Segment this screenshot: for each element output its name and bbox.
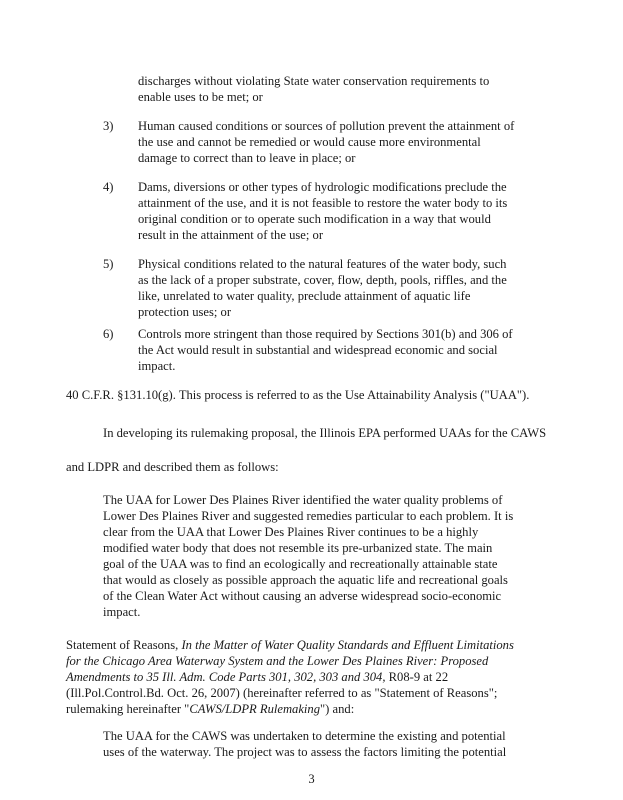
block-quote-line: uses of the waterway. The project was to assess the factors limiting the potential (103, 745, 507, 759)
list-item-line: the Act would result in substantial and widespread economic and social (138, 343, 498, 357)
docket-ref: R08-9 at 22 (385, 670, 449, 684)
list-item-line: attainment of the use, and it is not feasible to restore the water body to its (138, 196, 508, 210)
case-title: Amendments to 35 Ill. Adm. Code Parts 301, 302, 303 and 304, (66, 670, 386, 684)
block-quote-line: modified water body that does not resemble its pre-urbanized state. The main (103, 541, 493, 555)
list-item-line: result in the attainment of the use; or (138, 228, 324, 242)
case-title: In the Matter of Water Quality Standards and Effluent Limitations (181, 638, 514, 652)
list-item-line: Physical conditions related to the natural features of the water body, such (138, 257, 507, 271)
block-quote-line: Lower Des Plaines River and suggested remedies particular to each problem. It is (103, 509, 514, 523)
list-item-line: Dams, diversions or other types of hydrologic modifications preclude the (138, 180, 507, 194)
list-item-line: Human caused conditions or sources of pollution prevent the attainment of (138, 119, 515, 133)
block-quote-line: The UAA for the CAWS was undertaken to determine the existing and potential (103, 729, 506, 743)
list-item-line: Controls more stringent than those required by Sections 301(b) and 306 of (138, 327, 513, 341)
block-quote-line: of the Clean Water Act without causing an adverse widespread socio-economic (103, 589, 502, 603)
continuation-line-1: discharges without violating State water conservation requirements to (138, 74, 490, 88)
list-item-number: 6) (103, 327, 114, 341)
statement-citation-line (66, 701, 354, 717)
rulemaking-label: rulemaking hereinafter " (66, 702, 190, 716)
statement-citation-line (66, 637, 514, 653)
block-quote-line: that would as closely as possible approach the aquatic life and recreational goals (103, 573, 508, 587)
list-item-line: original condition or to operate such modification in a way that would (138, 212, 491, 226)
continuation-line-2: enable uses to be met; or (138, 90, 263, 104)
list-item-line: damage to correct than to leave in place; or (138, 151, 356, 165)
statement-citation-line (66, 669, 448, 685)
list-item-line: impact. (138, 359, 176, 373)
page-number: 3 (308, 772, 315, 786)
rulemaking-short-title: CAWS/LDPR Rulemaking (189, 702, 321, 716)
list-item-line: protection uses; or (138, 305, 232, 319)
statement-citation-line: (Ill.Pol.Control.Bd. Oct. 26, 2007) (hereinafter referred to as "Statement of Reasons"; (66, 686, 498, 700)
regulation-citation: 40 C.F.R. §131.10(g). This process is referred to as the Use Attainability Analysis ("UAA"). (66, 388, 530, 402)
list-item-line: like, unrelated to water quality, preclude attainment of aquatic life (138, 289, 471, 303)
list-item-line: the use and cannot be remedied or would cause more environmental (138, 135, 481, 149)
list-item-number: 4) (103, 180, 114, 194)
statement-label: Statement of Reasons, (66, 638, 182, 652)
paragraph-line: In developing its rulemaking proposal, the Illinois EPA performed UAAs for the CAWS (103, 426, 547, 440)
list-item-line: as the lack of a proper substrate, cover, flow, depth, pools, riffles, and the (138, 273, 507, 287)
list-item-number: 3) (103, 119, 114, 133)
paragraph-line: and LDPR and described them as follows: (66, 460, 279, 474)
rulemaking-suffix: ") and: (320, 702, 355, 716)
block-quote-line: The UAA for Lower Des Plaines River identified the water quality problems of (103, 493, 503, 507)
block-quote-line: goal of the UAA was to find an ecologically and recreationally attainable state (103, 557, 498, 571)
statement-citation-line: for the Chicago Area Waterway System and the Lower Des Plaines River: Proposed (66, 654, 489, 668)
block-quote-line: clear from the UAA that Lower Des Plaines River continues to be a highly (103, 525, 479, 539)
block-quote-line: impact. (103, 605, 141, 619)
list-item-number: 5) (103, 257, 114, 271)
